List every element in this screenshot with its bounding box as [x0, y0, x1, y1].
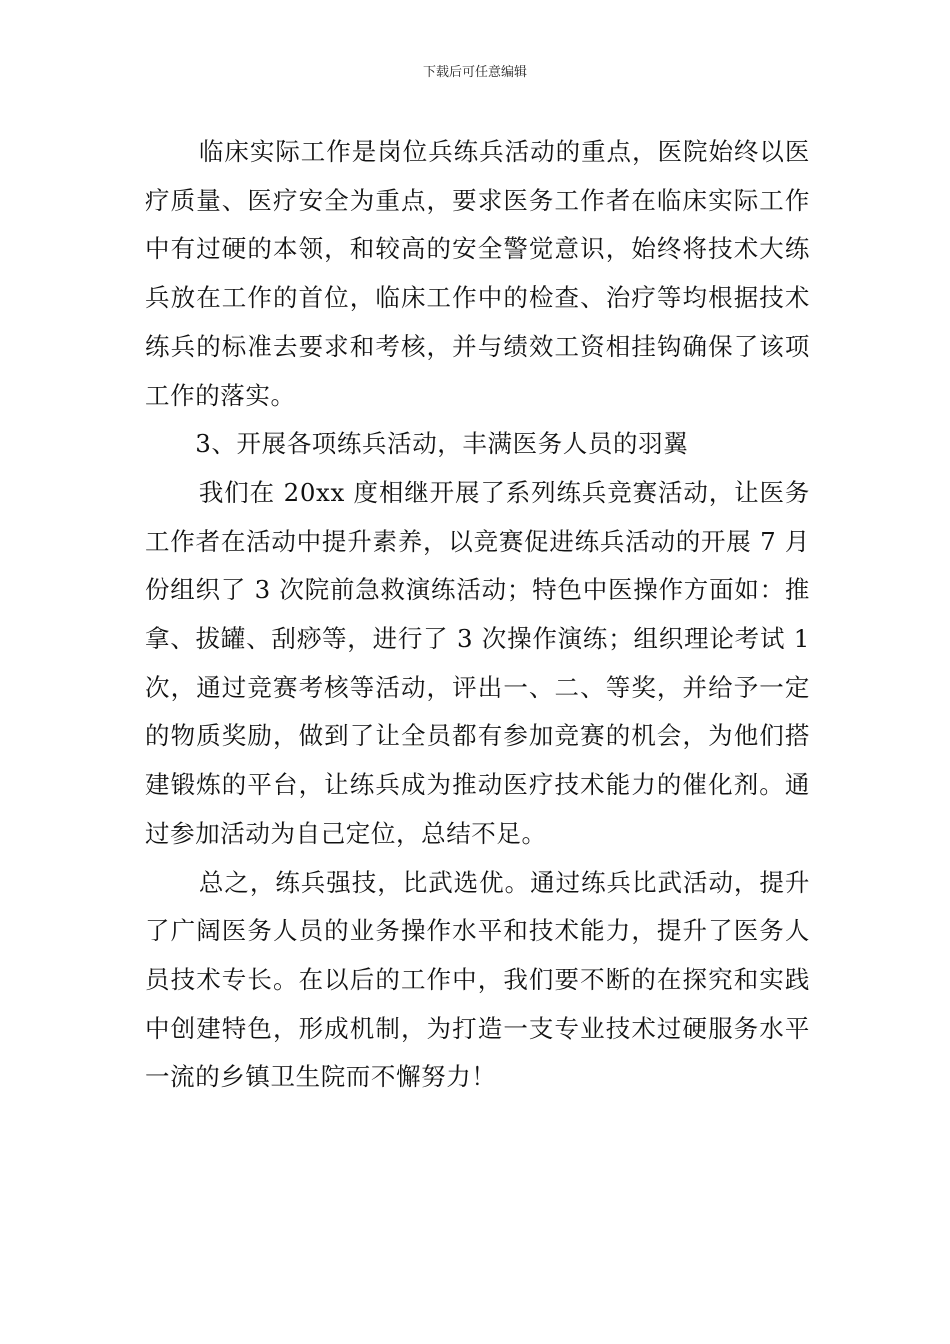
section-heading: 3、开展各项练兵活动，丰满医务人员的羽翼 — [195, 429, 689, 459]
document-body — [145, 128, 810, 1102]
paragraph-clinical-work: 临床实际工作是岗位兵练兵活动的重点，医院始终以医疗质量、医疗安全为重点，要求医务工作者在临床实际工作中有过硬的本领，和较高的安全警觉意识，始终将技术大练兵放在工作的首位，临床工作中的检查、治疗等均根据技术练兵的标准去要求和考核，并与绩效工资相挂钩确保了该项工作的落实。 — [145, 137, 810, 410]
page-header: 下载后可任意编辑 — [422, 65, 527, 80]
paragraph-conclusion: 总之，练兵强技，比武选优。通过练兵比武活动，提升了广阔医务人员的业务操作水平和技术能力，提升了医务人员技术专长。在以后的工作中，我们要不断的在探究和实践中创建特色，形成机制，为打造一支专业技术过硬服务水平一流的乡镇卫生院而不懈努力！ — [145, 867, 810, 1092]
paragraph-training-activities: 我们在 20xx 度相继开展了系列练兵竞赛活动，让医务工作者在活动中提升素养，以竞赛促进练兵活动的开展 7 月份组织了 3 次院前急救演练活动；特色中医操作方面如：推拿、拔罐、刮痧等，进行了 3 次操作演练；组织理论考试 1 次，通过竞赛考核等活动，评出一、二、等奖，并给予一定的物质奖励，做到了让全员都有参加竞赛的机会，为他们搭建锻炼的平台，让练兵成为推动医疗技术能力的催化剂。通过参加活动为自己定位，总结不足。 — [145, 477, 810, 848]
